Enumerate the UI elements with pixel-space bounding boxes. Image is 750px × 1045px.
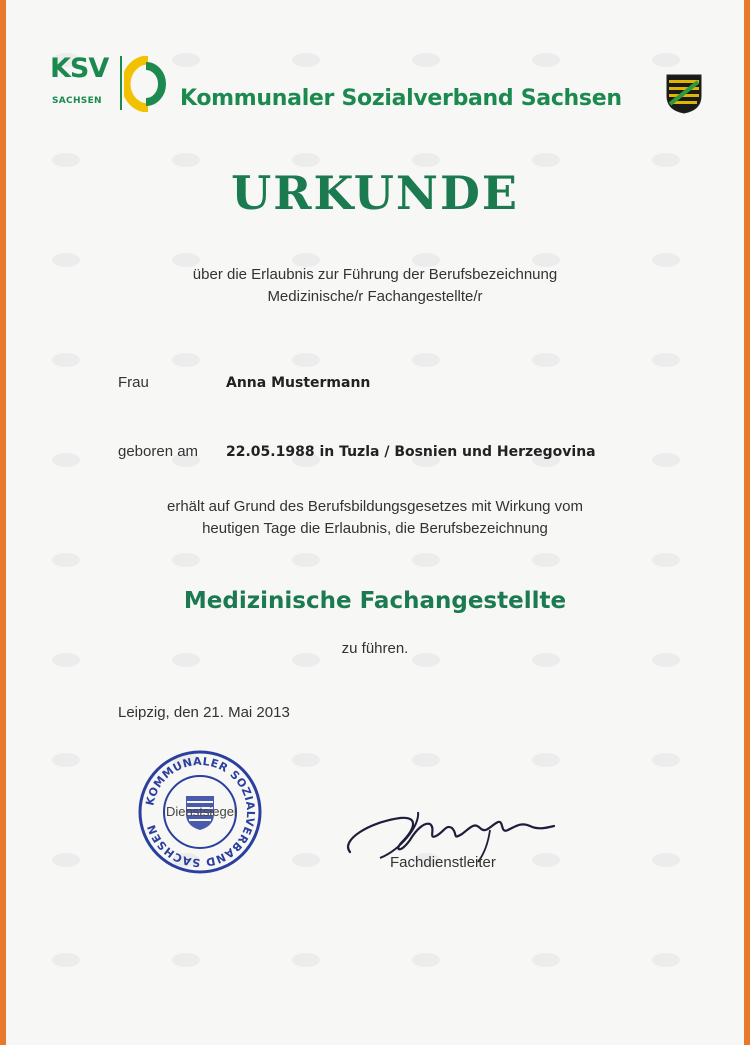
background-motif: [412, 53, 440, 67]
intro-line-2: Medizinische/r Fachangestellte/r: [267, 288, 483, 305]
signer-title: Fachdienstleiter: [390, 854, 496, 871]
background-motif: [652, 153, 680, 167]
background-motif: [292, 953, 320, 967]
grant-line-1: erhält auf Grund des Berufsbildungsgesetzes mit Wirkung vom: [166, 498, 584, 515]
job-title: Medizinische Fachangestellte: [183, 588, 567, 614]
place-date: Leipzig, den 21. Mai 2013: [118, 704, 290, 721]
background-motif: [292, 553, 320, 567]
certificate-title: URKUNDE: [231, 166, 519, 220]
logo-mark-icon: [124, 56, 170, 112]
background-motif: [292, 353, 320, 367]
background-motif: [292, 853, 320, 867]
background-motif: [52, 853, 80, 867]
background-motif: [52, 153, 80, 167]
stamp-label: Dienstsiegel: [166, 804, 237, 819]
background-motif: [532, 953, 560, 967]
background-motif: [52, 953, 80, 967]
salutation-label: Frau: [118, 374, 149, 391]
stamp-ring-text: KOMMUNALER SOZIALVERBAND SACHSEN: [143, 754, 258, 870]
background-motif: [652, 953, 680, 967]
intro-line-1: über die Erlaubnis zur Führung der Berufsbezeichnung: [192, 266, 558, 283]
ksv-logo: [50, 54, 172, 116]
background-motif: [532, 353, 560, 367]
background-motif: [172, 353, 200, 367]
person-name: Anna Mustermann: [226, 375, 371, 391]
background-motif: [532, 753, 560, 767]
organization-name: Kommunaler Sozialverband Sachsen: [180, 86, 622, 111]
coat-of-arms-icon: [666, 74, 702, 114]
background-motif: [412, 753, 440, 767]
background-motif: [412, 153, 440, 167]
background-motif: [652, 853, 680, 867]
background-motif: [172, 153, 200, 167]
background-motif: [292, 753, 320, 767]
background-motif: [652, 53, 680, 67]
birth-value: 22.05.1988 in Tuzla / Bosnien und Herzegovina: [226, 444, 596, 460]
background-motif: [532, 553, 560, 567]
background-motif: [52, 553, 80, 567]
background-motif: [412, 553, 440, 567]
background-motif: [532, 53, 560, 67]
background-motif: [52, 353, 80, 367]
background-motif: [412, 353, 440, 367]
background-motif: [172, 553, 200, 567]
grant-line-2: heutigen Tage die Erlaubnis, die Berufsbezeichnung: [202, 520, 548, 537]
background-motif: [292, 53, 320, 67]
background-motif: [292, 153, 320, 167]
background-motif: [172, 953, 200, 967]
background-motif: [52, 453, 80, 467]
background-motif: [652, 753, 680, 767]
background-motif: [172, 53, 200, 67]
logo-divider: [120, 56, 122, 110]
certificate-page: [6, 0, 744, 1045]
background-motif: [652, 453, 680, 467]
background-motif: [652, 553, 680, 567]
background-motif: [652, 353, 680, 367]
birth-label: geboren am: [118, 443, 199, 460]
logo-sub-text: SACHSEN: [52, 96, 102, 106]
background-motif: [532, 153, 560, 167]
logo-main-text: KSV: [50, 53, 109, 84]
background-motif: [412, 953, 440, 967]
background-motif: [52, 753, 80, 767]
closing-text: zu führen.: [341, 640, 409, 657]
